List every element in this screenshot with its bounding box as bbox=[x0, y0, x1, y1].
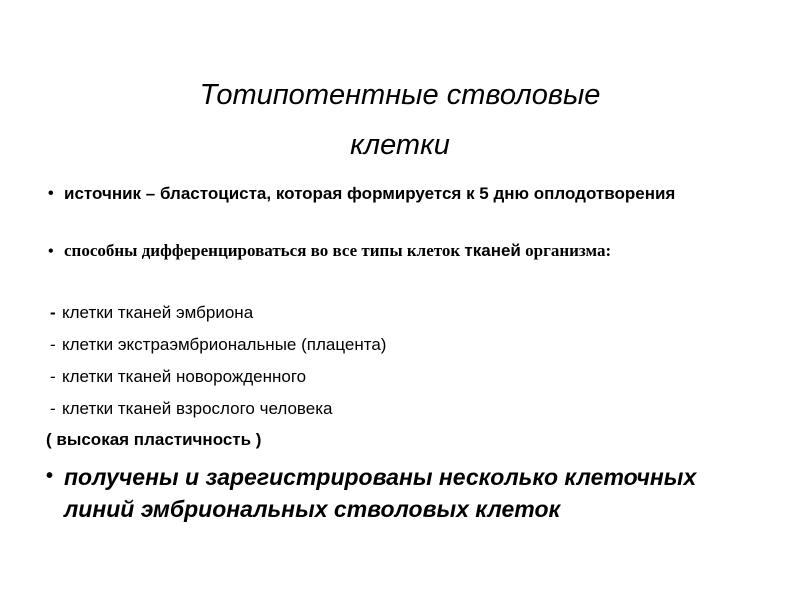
dash-item-embryo bbox=[44, 297, 764, 329]
bullet-text-differentiation-part3: организма: bbox=[520, 241, 612, 260]
bullet-dot-icon: • bbox=[48, 185, 54, 202]
dash-item-newborn bbox=[44, 361, 764, 393]
slide-title-line-1: Тотипотентные стволовые bbox=[199, 79, 601, 111]
slide-content bbox=[44, 181, 764, 525]
bullet-item-differentiation bbox=[44, 237, 764, 297]
dash-item-text: клетки тканей новорожденного bbox=[62, 367, 307, 386]
bullet-item-source bbox=[44, 181, 764, 237]
bullet-dot-icon: • bbox=[46, 465, 54, 487]
dash-mark: - bbox=[50, 367, 56, 386]
dash-item-text: клетки тканей взрослого человека bbox=[62, 399, 333, 418]
bullet-text-differentiation-part1: способны дифференцироваться во все типы клеток bbox=[64, 241, 465, 260]
dash-item-text: клетки экстраэмбриональные (плацента) bbox=[62, 335, 387, 354]
plasticity-note: ( высокая пластичность ) bbox=[46, 430, 262, 449]
dash-item-adult bbox=[44, 393, 764, 425]
bullet-text-cell-lines: получены и зарегистрированы несколько клеточных линий эмбриональных стволовых клеток bbox=[64, 464, 697, 522]
dash-item-placenta bbox=[44, 329, 764, 361]
bullet-text-source: источник – бластоциста, которая формируется к 5 дню оплодотворения bbox=[64, 184, 676, 203]
bullet-dot-icon: • bbox=[48, 243, 54, 260]
slide-title bbox=[0, 70, 800, 170]
dash-mark: - bbox=[50, 303, 56, 322]
dash-item-text: клетки тканей эмбриона bbox=[62, 303, 254, 322]
slide-title-line-2: клетки bbox=[350, 129, 450, 161]
dash-mark: - bbox=[50, 335, 56, 354]
dash-mark: - bbox=[50, 399, 56, 418]
bullet-text-differentiation-part2: тканей bbox=[464, 241, 521, 260]
bullet-item-cell-lines bbox=[44, 461, 764, 525]
